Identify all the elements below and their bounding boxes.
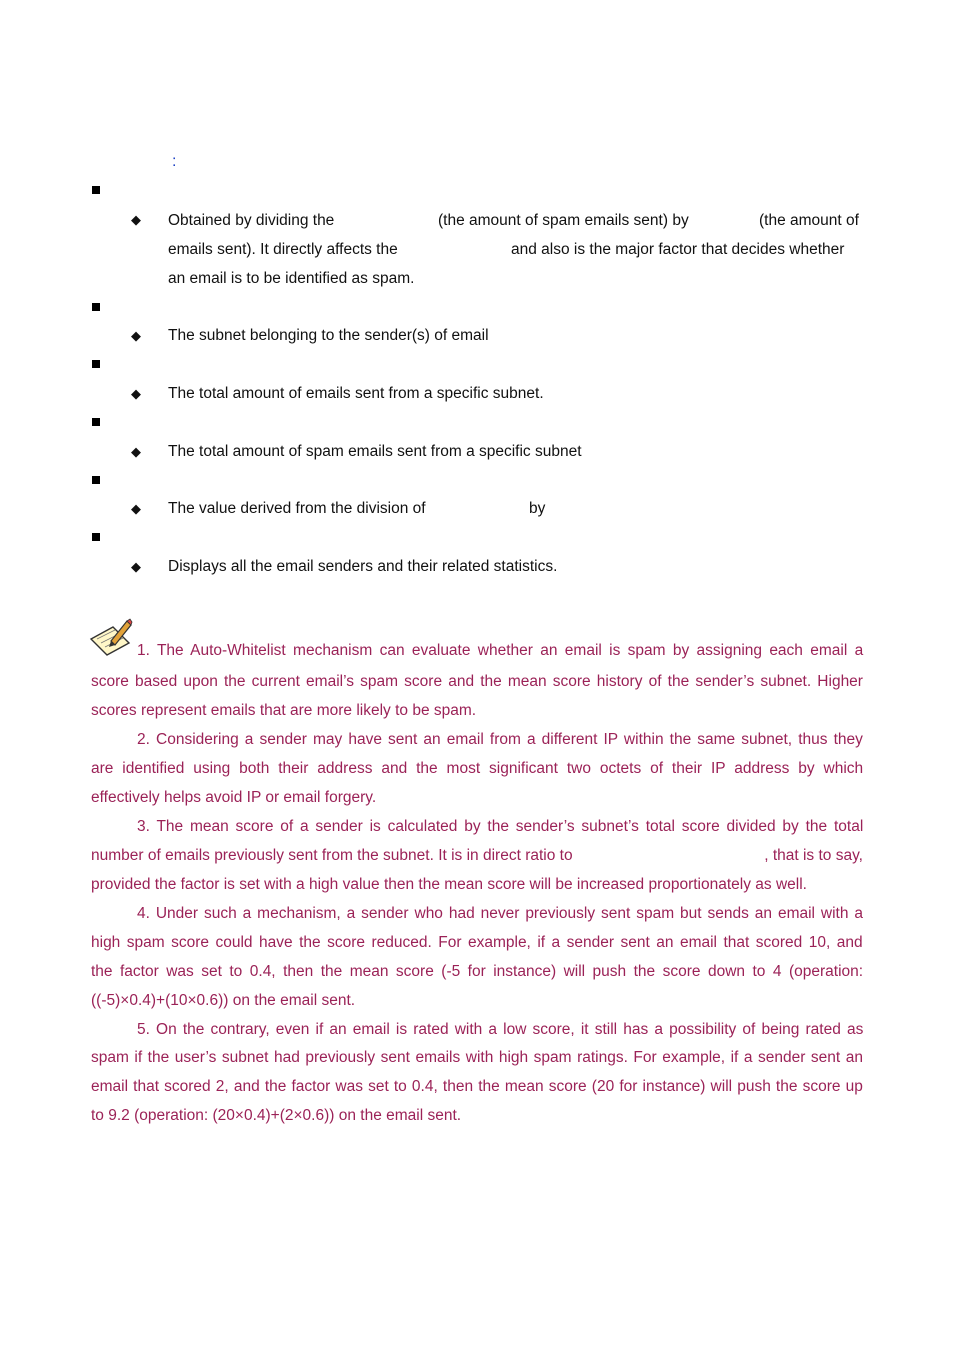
note-line: 4. Under such a mechanism, a sender who had never previously sent spam but sends an email with a bbox=[137, 905, 864, 922]
note-line: number of emails previously sent from the subnet. It is in direct ratio to bbox=[91, 847, 573, 864]
note-line: provided the factor is set with a high value then the mean score will be increased proportionately as well. bbox=[91, 876, 807, 893]
word: (the amount of spam emails sent) by bbox=[438, 212, 689, 229]
note-line: scores represent emails that are more likely to be spam. bbox=[91, 702, 477, 719]
note-line: high spam score could have the score reduced. For example, if a sender sent an email that scored 10, and bbox=[91, 934, 863, 951]
item-1-line-3: an email is to be identified as spam. bbox=[168, 270, 415, 287]
note-line: 5. On the contrary, even if an email is rated with a low score, it still has a possibility of being rated as bbox=[137, 1021, 864, 1038]
diamond-bullet-icon bbox=[131, 213, 144, 226]
note-line: 2. Considering a sender may have sent an email from a different IP within the same subnet, thus they bbox=[137, 731, 863, 748]
square-bullet-icon bbox=[92, 186, 100, 194]
word: and also is the major factor that decides whether bbox=[511, 241, 845, 258]
diamond-bullet-icon bbox=[131, 502, 144, 515]
note-line: to 9.2 (operation: (20×0.4)+(2×0.6)) on the email sent. bbox=[91, 1107, 462, 1124]
item-4-desc: The total amount of spam emails sent from a specific subnet bbox=[168, 443, 582, 460]
item-3-desc: The total amount of emails sent from a specific subnet. bbox=[168, 385, 544, 402]
diamond-bullet-icon bbox=[131, 445, 144, 458]
note-block bbox=[91, 641, 863, 1131]
item-2-desc: The subnet belonging to the sender(s) of email bbox=[168, 327, 489, 344]
note-line: , that is to say, bbox=[764, 847, 863, 864]
note-line: 1. The Auto-Whitelist mechanism can evaluate whether an email is spam by assigning each email a bbox=[137, 642, 864, 659]
square-bullet-icon bbox=[92, 360, 100, 368]
word: (the amount of bbox=[759, 212, 859, 229]
note-line: the factor was set to 0.4, then the mean score (-5 for instance) will push the score down to 4 (operation: bbox=[91, 963, 864, 980]
note-line: score based upon the current email’s spam score and the mean score history of the sender’s subnet. Higher bbox=[91, 673, 863, 690]
note-line: effectively helps avoid IP or email forgery. bbox=[91, 789, 377, 806]
square-bullet-icon bbox=[92, 303, 100, 311]
note-line: email that scored 2, and the factor was set to 0.4, then the mean score (20 for instance) will push the score up bbox=[91, 1078, 863, 1095]
item-5-desc-b: by bbox=[529, 500, 546, 517]
square-bullet-icon bbox=[92, 418, 100, 426]
square-bullet-icon bbox=[92, 476, 100, 484]
item-5-desc-a: The value derived from the division of bbox=[168, 500, 426, 517]
diamond-bullet-icon bbox=[131, 387, 144, 400]
square-bullet-icon bbox=[92, 533, 100, 541]
note-line: spam if the user’s subnet had previously sent emails with high spam ratings. For example, if a sender sent an bbox=[91, 1049, 863, 1066]
section-colon: : bbox=[172, 153, 177, 170]
word: Obtained by dividing the bbox=[168, 212, 335, 229]
item-6-desc: Displays all the email senders and their related statistics. bbox=[168, 558, 558, 575]
diamond-bullet-icon bbox=[131, 560, 144, 573]
word: emails sent). It directly affects the bbox=[168, 241, 398, 258]
diamond-bullet-icon bbox=[131, 329, 144, 342]
note-line: 3. The mean score of a sender is calculated by the sender’s subnet’s total score divided by the total bbox=[137, 818, 864, 835]
note-line: are identified using both their address and the most significant two octets of their IP address by which bbox=[91, 760, 864, 777]
note-line: ((-5)×0.4)+(10×0.6)) on the email sent. bbox=[91, 992, 356, 1009]
